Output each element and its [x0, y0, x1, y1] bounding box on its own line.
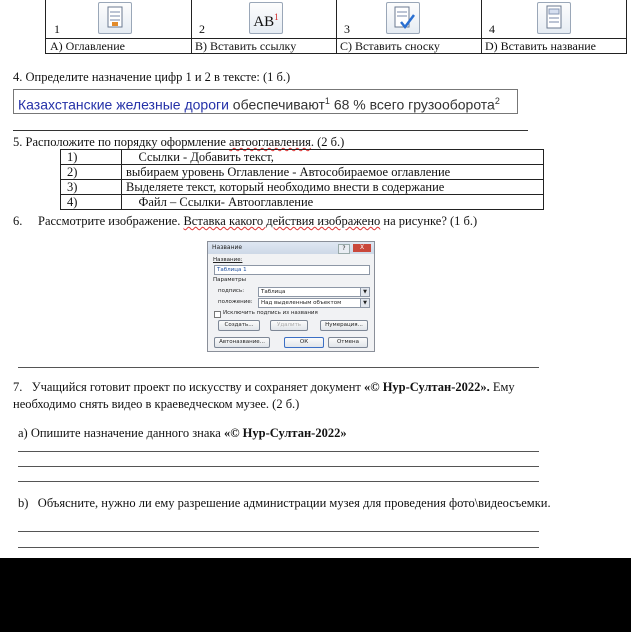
- answer-line: [18, 466, 539, 467]
- insert-caption-icon: [537, 2, 571, 34]
- option-3: [336, 0, 482, 53]
- option-number: 2: [199, 22, 205, 36]
- close-icon: X: [353, 244, 371, 252]
- exclude-label-checkbox: [214, 311, 221, 318]
- ordering-table: [60, 149, 544, 210]
- option-number: 1: [54, 22, 60, 36]
- option-number: 4: [489, 22, 495, 36]
- insert-endnote-icon: [386, 2, 420, 34]
- sentence-highlight: Казахстанские железные дороги: [18, 96, 229, 113]
- option-label: A) Оглавление: [46, 38, 191, 54]
- question-4: 4. Определите назначение цифр 1 и 2 в тексте: (1 б.): [13, 70, 291, 84]
- help-icon: ?: [338, 244, 350, 254]
- chevron-down-icon: ▼: [360, 299, 369, 307]
- answer-line: [18, 481, 539, 482]
- option-4: [481, 0, 626, 53]
- cancel-button: Отмена: [328, 337, 368, 348]
- table-row: 1) Ссылки - Добавить текст,: [61, 150, 544, 165]
- icon-options-table: [45, 0, 627, 54]
- table-row: 4) Файл – Ссылки- Автооглавление: [61, 195, 544, 210]
- numbering-button: Нумерация...: [320, 320, 368, 331]
- dialog-title: Название: [208, 242, 374, 254]
- option-label: D) Вставить название: [481, 38, 626, 54]
- caption-position-select: Над выделенным объектом ▼: [258, 298, 370, 308]
- question-7b: b) Объясните, нужно ли ему разрешение администрации музея для проведения фото\видеосъемки.: [18, 496, 551, 510]
- option-2: [191, 0, 337, 53]
- autocaption-button: Автоназвание...: [214, 337, 270, 348]
- superscript-1: 1: [324, 96, 330, 106]
- caption-dialog-image: Название ? X Название: Таблица 1 Параметры подпись: Таблица ▼ положение: Над выделенным объектом ▼ Исключить подпись из названия Создать... Удалить Нумерация... Автоназвание... ОК Отмена: [207, 241, 375, 352]
- option-label: B) Вставить ссылку: [191, 38, 336, 54]
- question-7a: a) Опишите назначение данного знака «© Нур-Султан-2022»: [18, 426, 347, 440]
- superscript-2: 2: [494, 96, 500, 106]
- caption-name-input: Таблица 1: [214, 265, 370, 275]
- table-row: 3) Выделяете текст, который необходимо внести в содержание: [61, 180, 544, 195]
- chevron-down-icon: ▼: [360, 288, 369, 296]
- table-row: 2) выбираем уровень Оглавление - Автособираемое оглавление: [61, 165, 544, 180]
- option-number: 3: [344, 22, 350, 36]
- delete-label-button: Удалить: [270, 320, 308, 331]
- new-label-button: Создать...: [218, 320, 260, 331]
- answer-line: [18, 367, 539, 368]
- table-of-contents-icon: [98, 2, 132, 34]
- caption-label-select: Таблица ▼: [258, 287, 370, 297]
- answer-line: [18, 531, 539, 532]
- ab-footnote-icon: $AB^1$: [249, 2, 283, 34]
- question-7: 7. Учащийся готовит проект по искусству и сохраняет документ «© Нур-Султан-2022». Ему: [13, 380, 515, 394]
- option-label: C) Вставить сноску: [336, 38, 481, 54]
- ok-button: ОК: [284, 337, 324, 348]
- question-7-line-2: необходимо снять видео в краеведческом музее. (2 б.): [13, 397, 300, 411]
- divider: [13, 130, 528, 131]
- answer-line: [18, 547, 539, 548]
- answer-line: [18, 451, 539, 452]
- sample-sentence-box: Казахстанские железные дороги обеспечивают$^1$ 68 % всего грузооборота$^2$: [13, 89, 518, 114]
- question-5: 5. Расположите по порядку оформление автооглавления. (2 б.): [13, 135, 345, 149]
- question-6: 6. Рассмотрите изображение. Вставка какого действия изображено на рисунке? (1 б.): [13, 214, 478, 228]
- option-1: [46, 0, 192, 53]
